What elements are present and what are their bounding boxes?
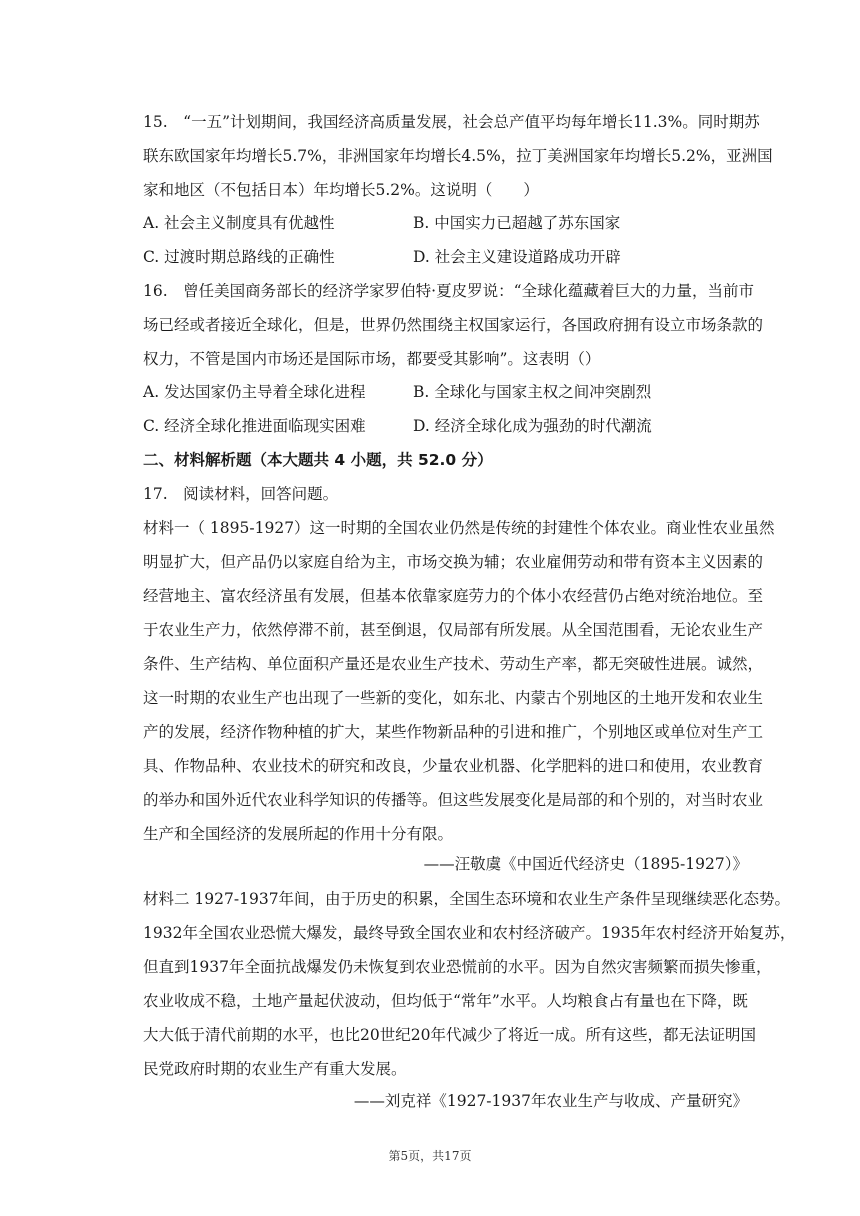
- question-15-option-b: B. 中国实力已超越了苏东国家: [413, 214, 621, 232]
- question-16-line-1: 16. 曾任美国商务部长的经济学家罗伯特·夏皮罗说：“全球化蕴藏着巨大的力量，当前市: [143, 282, 755, 300]
- question-16-option-c: C. 经济全球化推进面临现实困难: [143, 417, 366, 435]
- question-16-line-3: 权力，不管是国内市场还是国际市场，都要受其影响”。这表明（）: [143, 350, 601, 368]
- question-15-stem: [143, 105, 773, 207]
- material-1-line-3: 经营地主、富农经济虽有发展，但基本依靠家庭劳力的个体小农经营仍占绝对统治地位。至: [143, 587, 764, 605]
- material-1-line-5: 条件、生产结构、单位面积产量还是农业生产技术、劳动生产率，都无突破性进展。诚然，: [143, 655, 764, 673]
- material-1-line-6: 这一时期的农业生产也出现了一些新的变化，如东北、内蒙古个别地区的土地开发和农业生: [143, 689, 764, 707]
- question-15-line-1: 15. “一五”计划期间，我国经济高质量发展，社会总产值平均每年增长11.3%。同时期苏: [143, 113, 760, 131]
- question-15-option-a: A. 社会主义制度具有优越性: [143, 214, 335, 232]
- material-1-source: ——汪敬虞《中国近代经济史（1895-1927）》: [423, 855, 748, 873]
- question-16-option-d: D. 经济全球化成为强劲的时代潮流: [413, 417, 652, 435]
- material-2-line-2: 1932年全国农业恐慌大爆发，最终导致全国农业和农村经济破产。1935年农村经济开始复苏，: [143, 924, 796, 942]
- question-15-option-c: C. 过渡时期总路线的正确性: [143, 248, 335, 266]
- material-2-source: ——刘克祥《1927-1937年农业生产与收成、产量研究》: [353, 1092, 748, 1110]
- material-1-line-8: 具、作物品种、农业技术的研究和改良，少量农业机器、化学肥料的进口和使用，农业教育: [143, 757, 764, 775]
- question-15-line-2: 联东欧国家年均增长5.7%，非洲国家年均增长4.5%，拉丁美洲国家年均增长5.2%，亚洲国: [143, 147, 773, 165]
- material-2-text: [143, 882, 796, 1086]
- material-1-line-10: 生产和全国经济的发展所起的作用十分有限。: [143, 825, 454, 843]
- question-17-intro-block: [143, 477, 748, 511]
- material-2-line-4: 农业收成不稳，土地产量起伏波动，但均低于“常年”水平。人均粮食占有量也在下降，既: [143, 992, 748, 1010]
- material-1-line-2: 明显扩大，但产品仍以家庭自给为主，市场交换为辅；农业雇佣劳动和带有资本主义因素的: [143, 553, 764, 571]
- question-15-line-3: 家和地区（不包括日本）年均增长5.2%。这说明（ ）: [143, 181, 539, 199]
- question-16-stem: [143, 274, 764, 376]
- material-2-line-6: 民党政府时期的农业生产有重大发展。: [143, 1060, 407, 1078]
- material-1-line-9: 的举办和国外近代农业科学知识的传播等。但这些发展变化是局部的和个别的，对当时农业: [143, 791, 764, 809]
- question-15-options-row-1: [143, 206, 753, 240]
- material-1-line-4: 于农业生产力，依然停滞不前，甚至倒退，仅局部有所发展。从全国范围看，无论农业生产: [143, 621, 764, 639]
- question-16-options-row-2: [143, 409, 753, 443]
- question-16-option-a: A. 发达国家仍主导着全球化进程: [143, 383, 366, 401]
- material-2-line-5: 大大低于清代前期的水平，也比20世纪20年代减少了将近一成。所有这些，都无法证明国: [143, 1026, 756, 1044]
- question-17-intro: 17. 阅读材料，回答问题。: [143, 485, 339, 503]
- question-16-options-row-1: [143, 375, 753, 409]
- material-1-line-1: 材料一（ 1895-1927）这一时期的全国农业仍然是传统的封建性个体农业。商业性农业虽然: [143, 519, 775, 537]
- material-1-line-7: 产的发展，经济作物种植的扩大，某些作物新品种的引进和推广，个别地区或单位对生产工: [143, 723, 764, 741]
- section-2-heading: 二、材料解析题（本大题共 4 小题，共 52.0 分）: [143, 451, 493, 469]
- page-number-footer: 第5页，共17页: [388, 1149, 472, 1163]
- material-2-line-1: 材料二 1927-1937年间，由于历史的积累，全国生态环境和农业生产条件呈现继续恶化态势。: [143, 890, 791, 908]
- material-2-line-3: 但直到1937年全面抗战爆发仍未恢复到农业恐慌前的水平。因为自然灾害频繁而损失惨重，: [143, 958, 772, 976]
- question-15-option-d: D. 社会主义建设道路成功开辟: [413, 248, 621, 266]
- question-16-option-b: B. 全球化与国家主权之间冲突剧烈: [413, 383, 652, 401]
- question-16-line-2: 场已经或者接近全球化，但是，世界仍然围绕主权国家运行，各国政府拥有设立市场条款的: [143, 316, 764, 334]
- question-15-options-row-2: [143, 240, 753, 274]
- material-1-text: [143, 511, 775, 851]
